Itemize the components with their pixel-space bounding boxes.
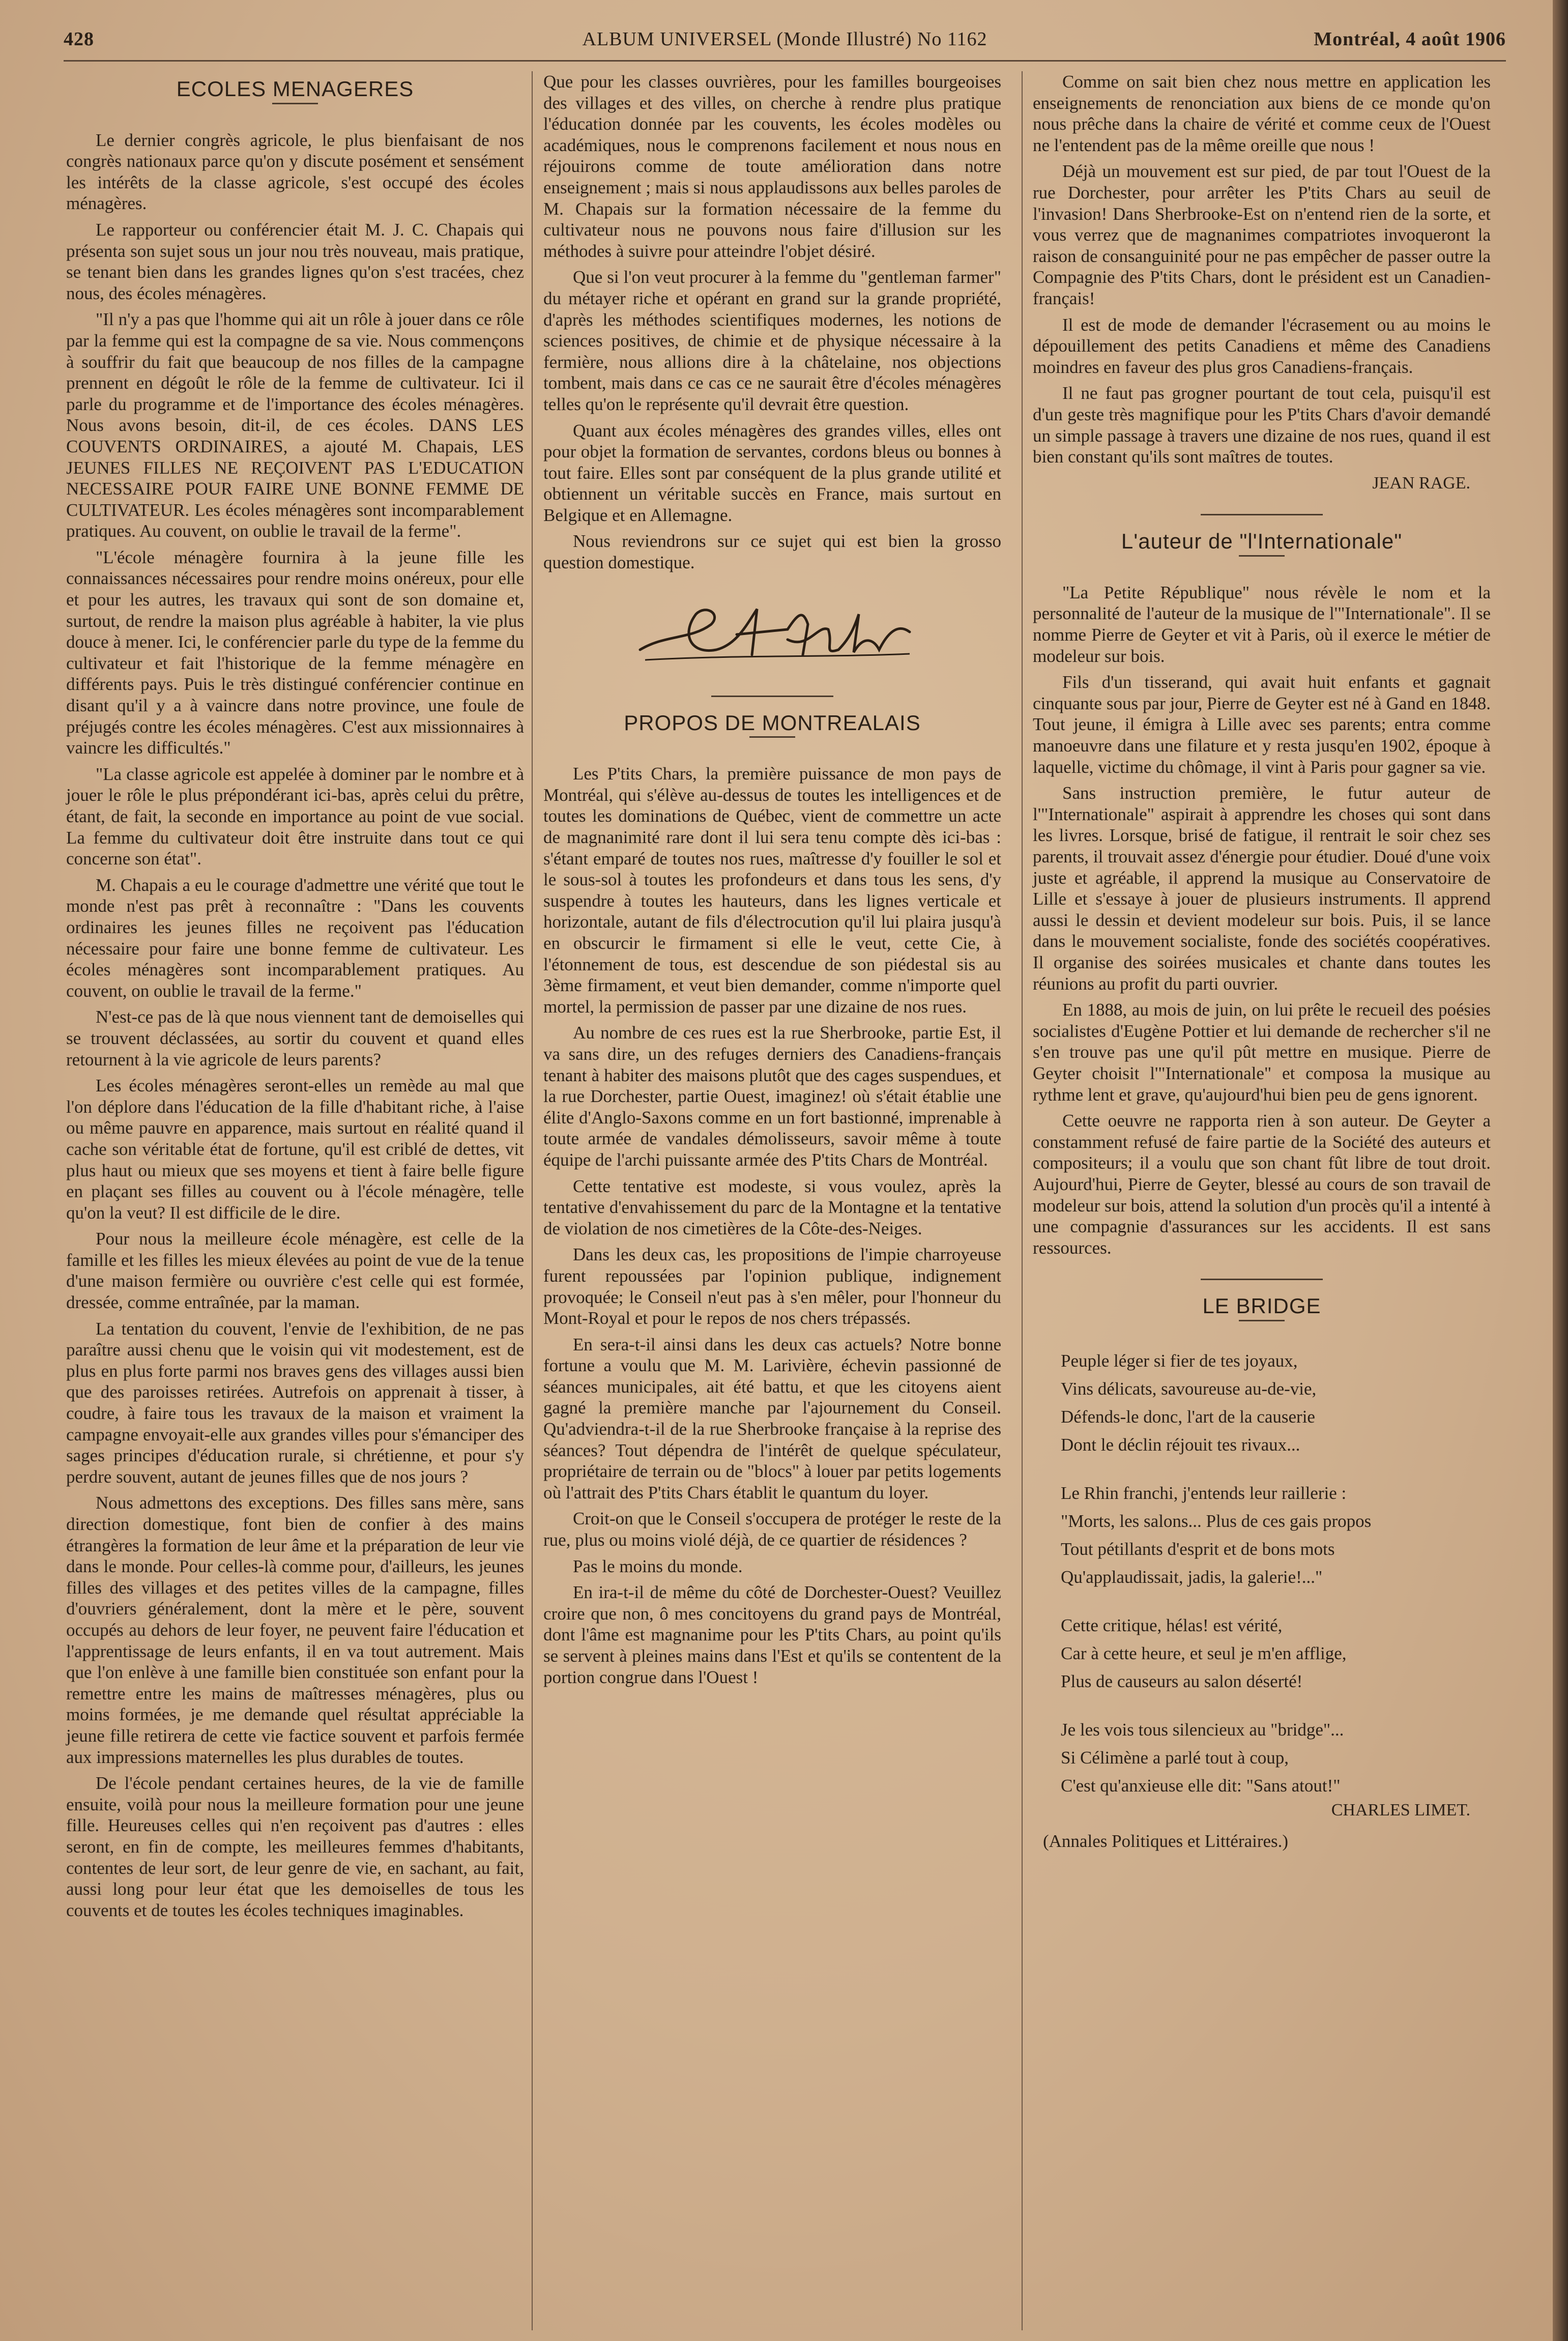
- poem-line: Car à cette heure, et seul je m'en afflige,: [1061, 1643, 1347, 1663]
- paragraph: Que pour les classes ouvrières, pour les familles bourgeoises des villages et des villes, on cherche à rendre plus pratique l'éducation donnée par les couvents, les écoles modèles ou académiques, nous le comprenons facilement et nous nous en réjouirons comme de toute amélioration dans notre enseignement ; mais si nous applaudissons aux belles paroles de M. Chapais sur la formation nécessaire de la femme du cultivateur nous ne pouvons nous faire d'illusion sur les méthodes à suivre pour atteindre l'objet désiré.: [543, 72, 1001, 261]
- poem-author: CHARLES LIMET.: [1331, 1800, 1470, 1819]
- article-title: ECOLES MENAGERES: [176, 77, 414, 101]
- page-binding-edge: [1553, 0, 1568, 2341]
- paragraph: Dans les deux cas, les propositions de l'impie charroyeuse furent repoussées par l'opinion publique, indignement provoquée; le Conseil n'eut pas à s'en mêler, pour l'honneur du Mont-Royal et pour le repos de nos chers trépassés.: [543, 1245, 1001, 1328]
- title-rule: [272, 103, 318, 104]
- paragraph: Sans instruction première, le futur auteur de l'"Internationale" aspirait à apprendre les choses qui sont dans les livres. Lorsque, brisé de fatigue, il rentrait le soir chez ses parents, il trouvait assez d'énergie pour étudier. Doué d'une voix juste et agréable, il apprend la musique au Conservatoire de Lille et s'essaye à jouer de plusieurs instruments. Il apprend aussi le dessin et devient modeleur sur bois. Puis, il se lance dans le mouvement socialiste, fonde des sociétés coopératives. Il organise des soirées musicales et chante dans toutes les réunions au profit du parti ouvrier.: [1033, 783, 1491, 994]
- paragraph: Déjà un mouvement est sur pied, de par tout l'Ouest de la rue Dorchester, pour arrêter les P'tits Chars au seuil de l'invasion! Dans Sherbrooke-Est on n'entend rien de la sorte, et vous verrez que de magnanimes compatriotes invoqueront la raison de consanguinité pour ne pas empêcher de passer outre la Compagnie des P'tits Chars, dont le président est un Canadien-français!: [1033, 161, 1491, 308]
- poem-line: Si Célimène a parlé tout à coup,: [1061, 1747, 1289, 1768]
- page-header: [64, 28, 1506, 59]
- paragraph: N'est-ce pas de là que nous viennent tant de demoiselles qui se trouvent déclassées, au sortir du couvent et quand elles retournent à la vie agricole de leurs parents?: [66, 1007, 524, 1070]
- paragraph: Pas le moins du monde.: [573, 1556, 743, 1576]
- issue-date: Montréal, 4 août 1906: [1314, 28, 1506, 50]
- poem-source: (Annales Politiques et Littéraires.): [1043, 1831, 1289, 1852]
- title-rule: [749, 736, 795, 738]
- paragraph: Le rapporteur ou conférencier était M. J. C. Chapais qui présenta son sujet sous un jour nou très nouveau, mais pratique, se tenant bien dans les grandes lignes qu'on s'est tracées, chez nous, des écoles ménagères.: [66, 219, 524, 303]
- poem-line: C'est qu'anxieuse elle dit: "Sans atout!": [1061, 1775, 1341, 1796]
- paragraph: Au nombre de ces rues est la rue Sherbrooke, partie Est, il va sans dire, un des refuges derniers des Canadiens-français tenant à habiter des maisons plutôt que des cages suspendues, et la rue Dorchester, partie Ouest, imaginez! où s'était établie une élite d'Anglo-Saxons comme en un fort bastionné, imprenable à toute armée de vandales démolisseurs, savoir même à toute équipe de l'archi puissante armée des P'tits Chars de Montréal.: [543, 1023, 1001, 1170]
- poem-line: Plus de causeurs au salon déserté!: [1061, 1671, 1303, 1691]
- paragraph: De l'école pendant certaines heures, de la vie de famille ensuite, voilà pour nous la meilleure formation pour une jeune fille. Heureuses celles qui n'en reçoivent pas d'autres : elles seront, en fin de compte, les meilleures femmes d'habitants, contentes de leur sort, de leur genre de vie, en sachant, au fait, aussi long pour leur état que les demoiselles de tous les couvents et de toutes les écoles techniques imaginables.: [66, 1773, 524, 1920]
- poem-stanza: [1061, 1347, 1491, 1459]
- paragraph: Il est de mode de demander l'écrasement ou au moins le dépouillement des petits Canadiens et même des Canadiens moindres en faveur des plus gros Canadiens-français.: [1033, 314, 1491, 377]
- poem-line: Vins délicats, savoureuse au-de-vie,: [1061, 1378, 1317, 1399]
- column-divider: [1022, 71, 1023, 2330]
- paragraph: Que si l'on veut procurer à la femme du "gentleman farmer" du métayer riche et opérant en grand sur la grande propriété, d'après les méthodes scientifiques modernes, les notions de sciences positives, de chimie et de physique nécessaire à la fermière, nous allions dire à la châtelaine, nos objections tombent, mais dans ce cas ce ne saurait être d'écoles ménagères telles qu'on le représente qu'il devrait être question.: [543, 267, 1001, 414]
- poem-stanza: [1061, 1479, 1491, 1591]
- paragraph: Comme on sait bien chez nous mettre en application les enseignements de renonciation aux biens de ce monde qu'on nous prêche dans la chaire de vérité et comme ceux de l'Ouest ne l'entendent pas de la même oreille que nous !: [1033, 72, 1491, 155]
- paragraph: "La classe agricole est appelée à dominer par le nombre et à jouer le rôle le plus prépondérant ici-bas, après celui du prêtre, étant, de fait, la seconde en importance au point de vue social. La femme du cultivateur doit être instruite dans tout ce qui concerne son état".: [66, 764, 524, 869]
- signature-image: [635, 594, 920, 675]
- paragraph: "La Petite République" nous révèle le nom et la personnalité de l'auteur de la musique de l'"Internationale". Il se nomme Pierre de Geyter et vit à Paris, où il exerce le métier de modeleur sur bois.: [1033, 582, 1491, 666]
- paragraph: En 1888, au mois de juin, on lui prête le recueil des poésies socialistes d'Eugène Pottier et lui demande de rechercher s'il ne s'en trouve pas une qu'il pût mettre en musique. Pierre de Geyter choisit l'"Internationale" et composa la musique au rythme lent et grave, qu'aujourd'hui bien peu de gens ignorent.: [1033, 1000, 1491, 1105]
- section-rule: [1201, 514, 1323, 515]
- column-2: [543, 71, 1001, 1693]
- paragraph: Les écoles ménagères seront-elles un remède au mal que l'on déplore dans l'éducation de la fille d'habitant riche, à l'aise ou même pauvre en apparence, mais surtout en réalité quand il cache son véritable état de fortune, qu'il est criblé de dettes, vit plus haut ou mieux que ses moyens et tient à faire belle figure en plaçant ses filles au couvent ou à l'école ménagère, telle qu'on la veut? Il est difficile de le dire.: [66, 1076, 524, 1223]
- paragraph: Quant aux écoles ménagères des grandes villes, elles ont pour objet la formation de servantes, cordons bleus ou bonnes à tout faire. Elles sont par conséquent de la plus grande utilité et obtiennent un véritable succès en France, mais surtout en Belgique et en Allemagne.: [543, 420, 1001, 525]
- poem: [1061, 1347, 1491, 1800]
- poem-line: Défends-le donc, l'art de la causerie: [1061, 1406, 1315, 1427]
- title-rule: [1239, 1320, 1285, 1321]
- paragraph: En ira-t-il de même du côté de Dorchester-Ouest? Veuillez croire que non, ô mes concitoyens du grand pays de Montréal, dont l'âme est magnanime pour les P'tits Chars, au point qu'ils se servent à pleines mains dans l'Est et qu'ils se contentent de la portion congrue dans l'Ouest !: [543, 1582, 1001, 1687]
- title-rule: [1239, 555, 1285, 557]
- paragraph: Cette oeuvre ne rapporta rien à son auteur. De Geyter a constamment refusé de faire partie de la Société des auteurs et compositeurs; il a voulu que son chant fût libre de tout droit. Aujourd'hui, Pierre de Geyter, blessé au cours de son travail de modeleur sur bois, attend la solution d'un procès qu'il a intenté à une compagnie d'assurances sur les accidents. Il est sans ressources.: [1033, 1111, 1491, 1258]
- poem-stanza: [1061, 1611, 1491, 1695]
- article-title: PROPOS DE MONTREALAIS: [624, 710, 921, 735]
- poem-stanza: [1061, 1716, 1491, 1800]
- paragraph: Croit-on que le Conseil s'occupera de protéger le reste de la rue, plus ou moins violé déjà, de ce quartier de résidences ?: [543, 1509, 1001, 1550]
- paragraph: Il ne faut pas grogner pourtant de tout cela, puisqu'il est d'un geste très magnifique pour les P'tits Chars d'avoir demandé un simple passage à travers une dizaine de nos rues, quand il est bien constant qu'ils sont maîtres de toutes.: [1033, 383, 1491, 467]
- paragraph: "L'école ménagère fournira à la jeune fille les connaissances nécessaires pour rendre moins onéreux, pour elle et pour les autres, les travaux qui sont de son domaine et, surtout, de rendre la maison plus agréable à habiter, la vie plus douce à mener. Ici, le conférencier parle du type de la femme du cultivateur et fait l'historique de la femme ménagère en différents pays. Puis le très distingué conférencier continue en disant qu'il y a à vaincre dans notre province, une foule de préjugés contre les écoles ménagères. C'est aux missionnaires à vaincre les difficultés.": [66, 547, 524, 758]
- paragraph: Les P'tits Chars, la première puissance de mon pays de Montréal, qui s'élève au-dessus de toutes les intelligences et de toutes les dominations de Québec, vient de commettre un acte de magnanimité rare dont il lui sera tenu compte dès ici-bas : s'étant emparé de toutes nos rues, maîtresse d'y fouiller le sol et le sous-sol à toutes les profondeurs et dans tous les sens, d'y suspendre à toutes les hauteurs, dans les lignes verticale et horizontale, autant de fils d'électrocution qu'il lui plaira jusqu'à en obscurcir le firmament si elle le veut, cette Cie, à l'étonnement de tous, est descendue de son piédestal sis au 3ème firmament, et veut bien demander, comme n'importe quel mortel, la permission de passer par une dizaine de nos rues.: [543, 764, 1001, 1017]
- poem-line: Peuple léger si fier de tes joyaux,: [1061, 1350, 1298, 1371]
- paragraph: Fils d'un tisserand, qui avait huit enfants et gagnait cinquante sous par jour, Pierre de Geyter est né à Gand en 1848. Tout jeune, il émigra à Lille avec ses parents; entra comme manoeuvre dans une filature et y resta jusqu'en 1902, époque à laquelle, victime du chômage, il vint à Paris pour gagner sa vie.: [1033, 672, 1491, 777]
- poem-line: Le Rhin franchi, j'entends leur raillerie :: [1061, 1483, 1347, 1503]
- paragraph: "Il n'y a pas que l'homme qui ait un rôle à jouer dans ce rôle par la femme qui est la compagne de sa vie. Nous commençons à souffrir du fait que beaucoup de nos filles de la campagne prennent en dégoût le rôle de la femme de cultivateur. Ici il parle du programme et de l'importance des écoles ménagères. Nous avons besoin, dit-il, de ces écoles. DANS LES COUVENTS ORDINAIRES, a ajouté M. Chapais, LES JEUNES FILLES NE REÇOIVENT PAS L'EDUCATION NECESSAIRE POUR FAIRE UNE BONNE FEMME DE CULTIVATEUR. Les écoles ménagères sont incomparablement pratiques. Au couvent, on oublie le travail de la ferme".: [66, 309, 524, 541]
- poem-title: LE BRIDGE: [1202, 1294, 1321, 1318]
- article-title: L'auteur de "l'Internationale": [1121, 529, 1403, 554]
- poem-line: Dont le déclin réjouit tes rivaux...: [1061, 1434, 1300, 1455]
- poem-line: Je les vois tous silencieux au "bridge"...: [1061, 1719, 1344, 1740]
- paragraph: Pour nous la meilleure école ménagère, est celle de la famille et les filles les mieux élevées au point de vue de la tenue d'une maison fermière ou ouvrière c'est celle qui est formée, dressée, comme entraînée, par la maman.: [66, 1229, 524, 1313]
- column-3: [1033, 71, 1491, 1852]
- section-rule: [711, 696, 833, 697]
- publication-title: ALBUM UNIVERSEL (Monde Illustré) No 1162: [582, 28, 988, 50]
- page-number: 428: [64, 28, 94, 50]
- header-rule: [64, 60, 1506, 62]
- section-rule: [1201, 1279, 1323, 1280]
- paragraph: Le dernier congrès agricole, le plus bienfaisant de nos congrès nationaux parce qu'on y discute posément et sensément les intérêts de la classe agricole, s'est occupé des écoles ménagères.: [66, 130, 524, 214]
- poem-line: Tout pétillants d'esprit et de bons mots: [1061, 1539, 1335, 1559]
- paragraph: En sera-t-il ainsi dans les deux cas actuels? Notre bonne fortune a voulu que M. M. Larivière, échevin passionné de séances municipales, ait été battu, et que les citoyens aient gagné la première manche par l'ajournement du Conseil. Qu'adviendra-t-il de la rue Sherbrooke française à la reprise des séances? Tout dépendra de l'intérêt de quelque spéculateur, propriétaire de terrain ou de "blocs" à louer par petits logements où l'attrait des P'tits Chars établit le quantum du loyer.: [543, 1334, 1001, 1502]
- poem-line: "Morts, les salons... Plus de ces gais propos: [1061, 1511, 1372, 1531]
- paragraph: M. Chapais a eu le courage d'admettre une vérité que tout le monde n'est pas prêt à reconnaître : "Dans les couvents ordinaires les jeunes filles ne reçoivent pas l'éducation nécessaire pour faire une bonne femme de cultivateur. Les écoles ménagères sont incomparablement pratiques. Au couvent, on oublie le travail de la ferme.": [66, 875, 524, 1001]
- author-signature: [543, 594, 1001, 675]
- column-divider: [532, 71, 533, 2330]
- paragraph: Nous admettons des exceptions. Des filles sans mère, sans direction domestique, font bien de confier à des mains étrangères la formation de leur âme et la préparation de leur vie dans le monde. Pour celles-là comme pour, d'ailleurs, les jeunes filles des villages et des petites villes de la campagne, filles d'ouvriers généralement, dont la mère et le père, souvent occupés au dehors de leur foyer, ne peuvent faire l'éducation et l'apprentissage de leurs enfants, il en va tout autrement. Mais que l'on enlève à une famille bien constituée son enfant pour la remettre entre les mains de maîtresses ménagères, plus ou moins formées, je me demande quel résultat appréciable la jeune fille retirera de cette vie factice souvent et parfois fermée aux impressions maternelles les plus durables de toutes.: [66, 1493, 524, 1767]
- paragraph: Cette tentative est modeste, si vous voulez, après la tentative d'envahissement du parc de la Montagne et la tentative de violation de nos cimetières de la Côte-des-Neiges.: [543, 1176, 1001, 1238]
- paragraph: Nous reviendrons sur ce sujet qui est bien la grosso question domestique.: [543, 531, 1001, 573]
- poem-line: Cette critique, hélas! est vérité,: [1061, 1615, 1283, 1635]
- poem-line: Qu'applaudissait, jadis, la galerie!...": [1061, 1567, 1323, 1587]
- paragraph: La tentation du couvent, l'envie de l'exhibition, de ne pas paraître aussi chenu que le voisin qui vit modestement, est de plus en plus forte parmi nos braves gens des villages aussi bien que des paroisses retirées. Autrefois on apprenait à tisser, à coudre, à faire tous les travaux de la maison et vraiment la campagne envoyait-elle aux grandes villes pour s'émanciper des sages principes d'éducation rurale, si chrétienne, et pour s'y perdre souvent, autant de jeunes filles que de nos jours ?: [66, 1318, 524, 1487]
- column-1: [66, 71, 524, 1926]
- article-author: JEAN RAGE.: [1372, 473, 1470, 493]
